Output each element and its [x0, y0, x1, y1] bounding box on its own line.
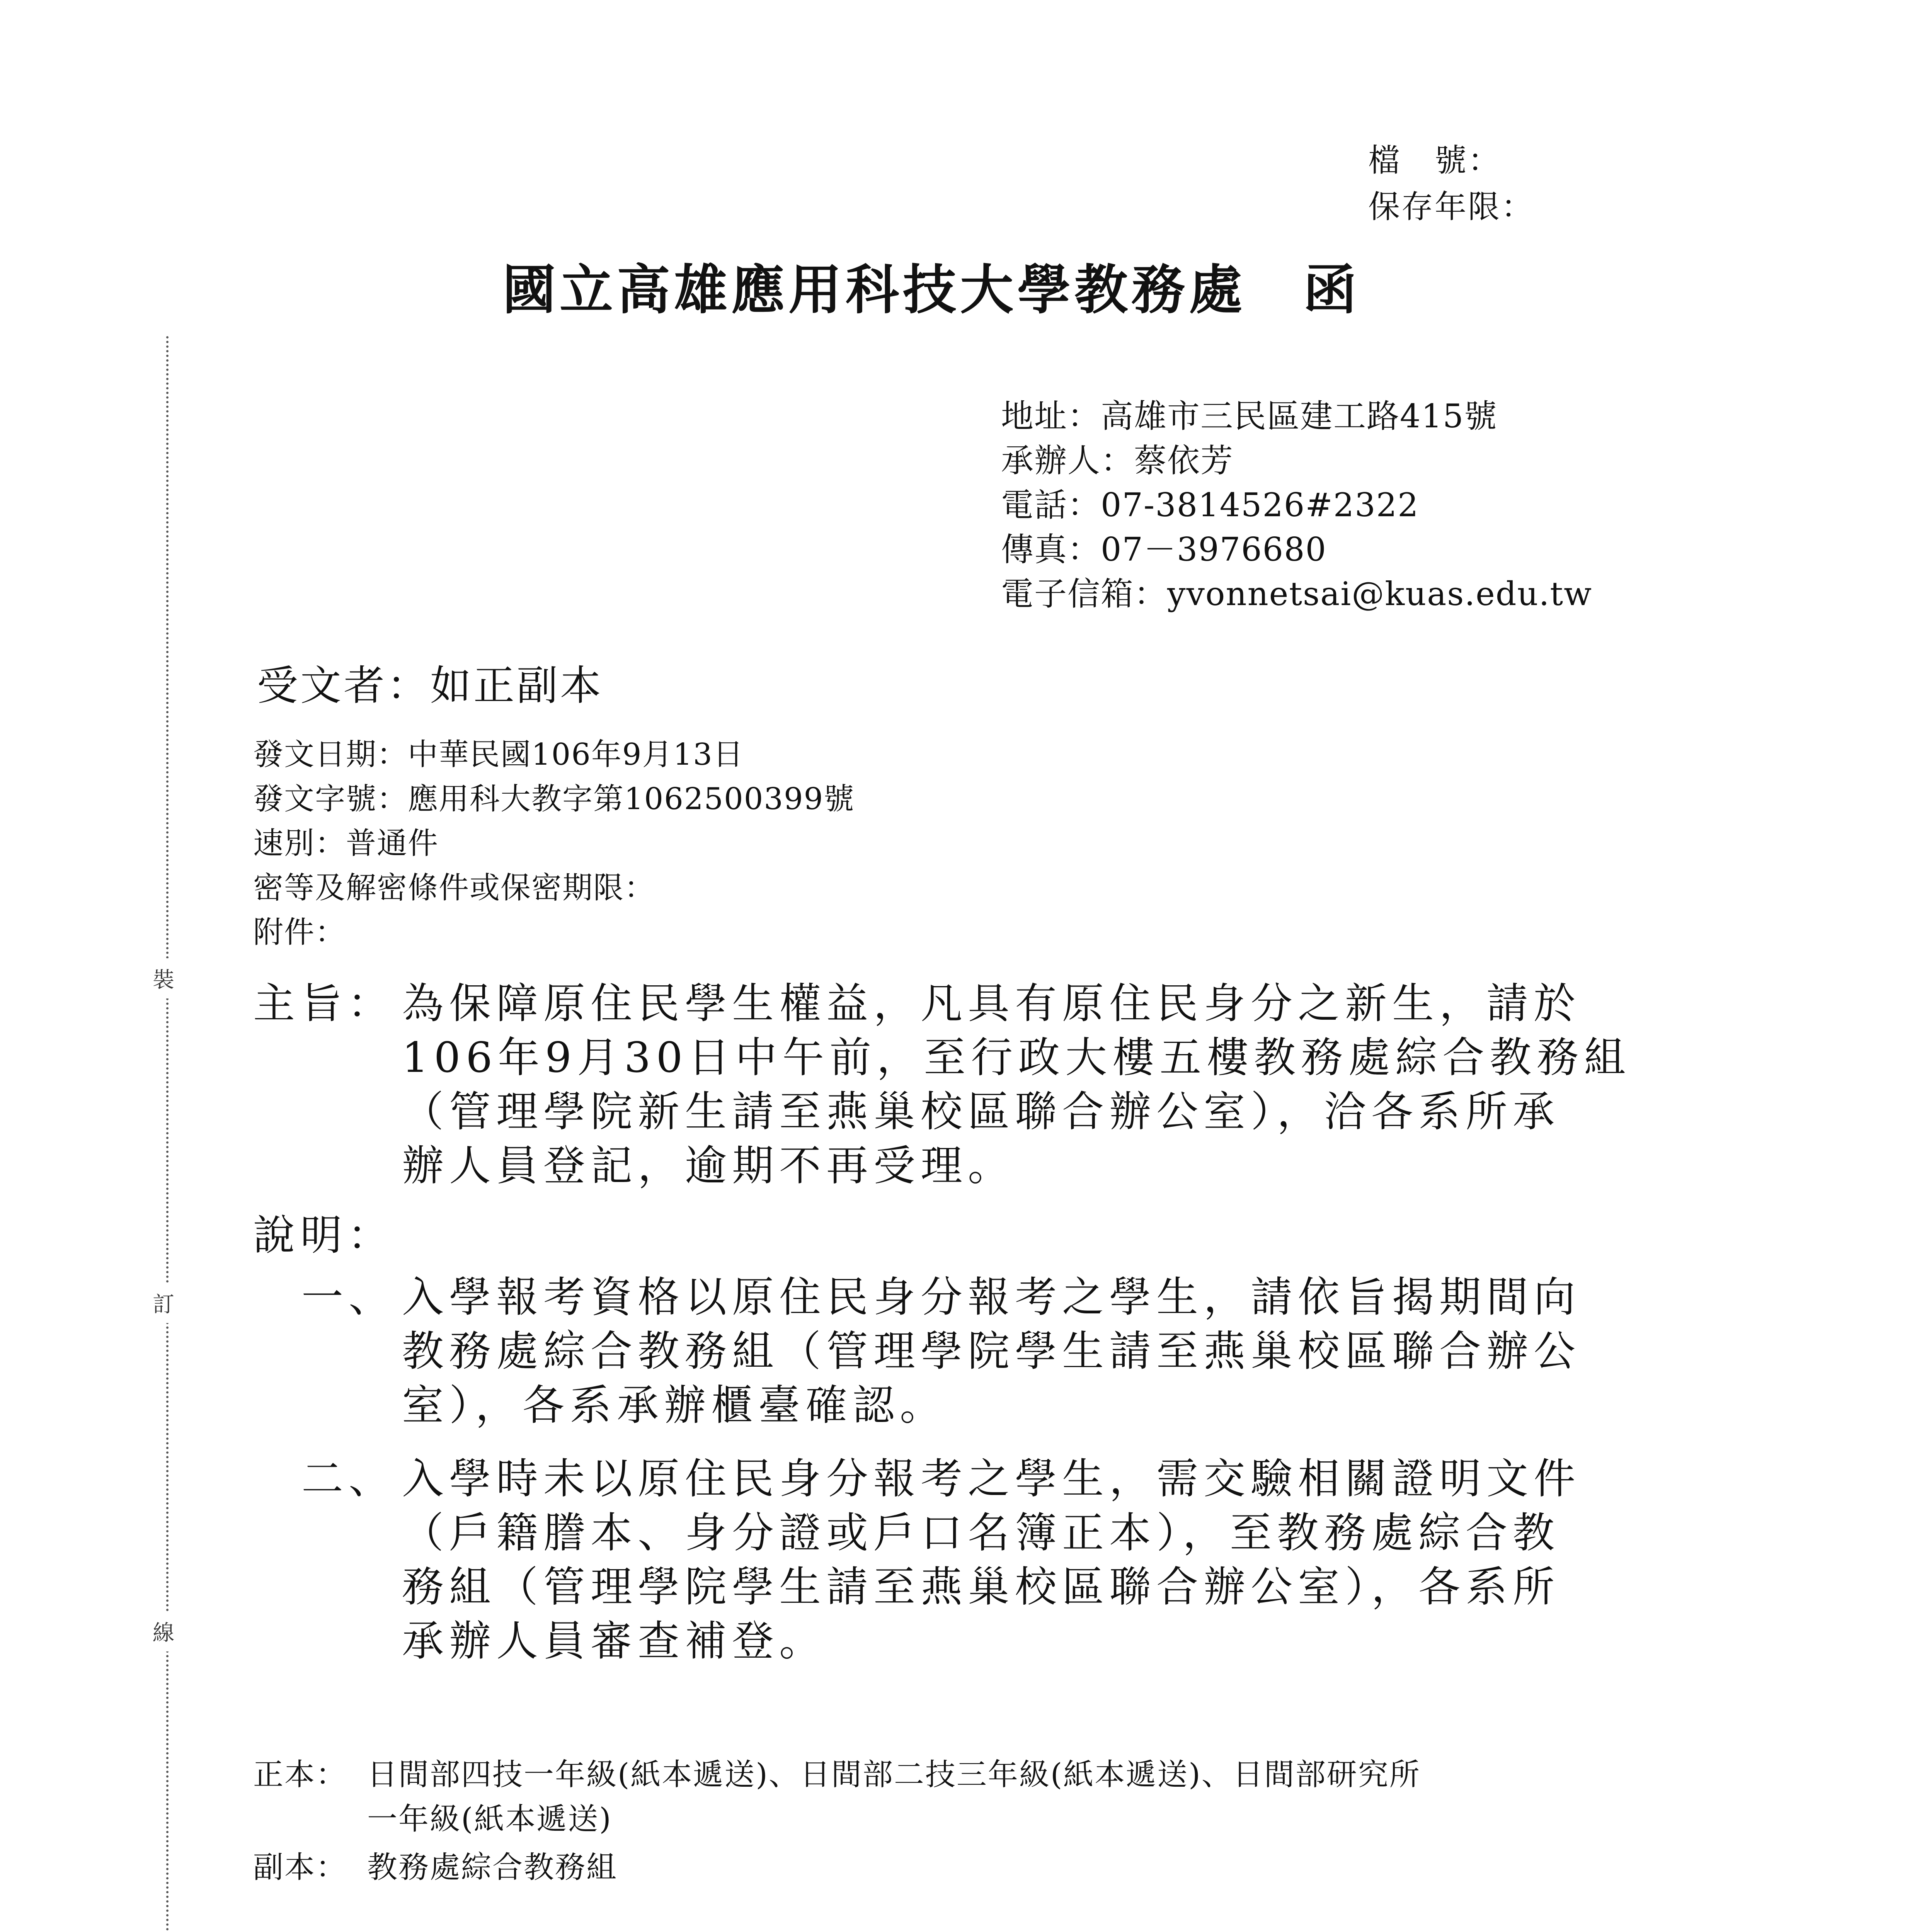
delivery-speed: 速別：普通件	[253, 826, 439, 861]
original-recipients-line: 日間部四技一年級(紙本遞送)、日間部二技三年級(紙本遞送)、日間部研究所	[367, 1757, 1421, 1792]
original-recipients-label: 正本：	[253, 1757, 347, 1792]
contact-person: 承辦人：蔡依芳	[1001, 442, 1234, 480]
explanation-item-line: （戶籍謄本、身分證或戶口名簿正本），至教務處綜合教	[402, 1509, 1560, 1557]
subject-line: 106年9月30日中午前，至行政大樓五樓教務處綜合教務組	[402, 1034, 1631, 1082]
file-number-label: 檔 號：	[1368, 142, 1502, 179]
contact-email: 電子信箱：yvonnetsai@kuas.edu.tw	[1001, 575, 1593, 613]
explanation-item-number: 一、	[301, 1273, 396, 1321]
copy-recipients: 教務處綜合教務組	[367, 1850, 618, 1885]
explanation-item-line: 入學時未以原住民身分報考之學生，需交驗相關證明文件	[402, 1455, 1581, 1503]
issue-date: 發文日期：中華民國106年9月13日	[253, 737, 744, 772]
original-recipients-line: 一年級(紙本遞送)	[367, 1802, 612, 1837]
subject-line: （管理學院新生請至燕巢校區聯合辦公室），洽各系所承	[402, 1088, 1560, 1136]
contact-address: 地址：高雄市三民區建工路415號	[1001, 397, 1498, 435]
copy-recipients-label: 副本：	[253, 1850, 347, 1885]
document-number: 發文字號：應用科大教字第1062500399號	[253, 782, 855, 816]
recipient: 受文者：如正副本	[257, 662, 603, 709]
attachments: 附件：	[253, 915, 346, 950]
explanation-label: 說明：	[253, 1211, 395, 1260]
secrecy-level: 密等及解密條件或保密期限：	[253, 871, 655, 905]
explanation-item-line: 入學報考資格以原住民身分報考之學生，請依旨揭期間向	[402, 1273, 1581, 1321]
subject-line: 辦人員登記，逾期不再受理。	[402, 1142, 1015, 1190]
explanation-item-line: 承辦人員審查補登。	[402, 1617, 827, 1665]
binding-mark: 線	[153, 1611, 174, 1651]
binding-mark: 訂	[153, 1283, 174, 1323]
explanation-item-line: 室），各系承辦櫃臺確認。	[402, 1381, 947, 1430]
contact-phone: 電話：07-3814526#2322	[1001, 486, 1419, 524]
explanation-item-number: 二、	[301, 1455, 396, 1503]
retention-period-label: 保存年限：	[1368, 189, 1535, 225]
explanation-item-line: 教務處綜合教務組（管理學院學生請至燕巢校區聯合辦公	[402, 1327, 1581, 1376]
binding-mark: 裝	[153, 958, 174, 998]
subject-line: 為保障原住民學生權益，凡具有原住民身分之新生，請於	[402, 980, 1581, 1028]
contact-fax: 傳真：07－3976680	[1001, 531, 1327, 568]
binding-line	[166, 336, 169, 1932]
subject-label: 主旨：	[253, 980, 395, 1028]
explanation-item-line: 務組（管理學院學生請至燕巢校區聯合辦公室），各系所	[402, 1563, 1560, 1611]
document-title: 國立高雄應用科技大學教務處 函	[502, 258, 1361, 321]
